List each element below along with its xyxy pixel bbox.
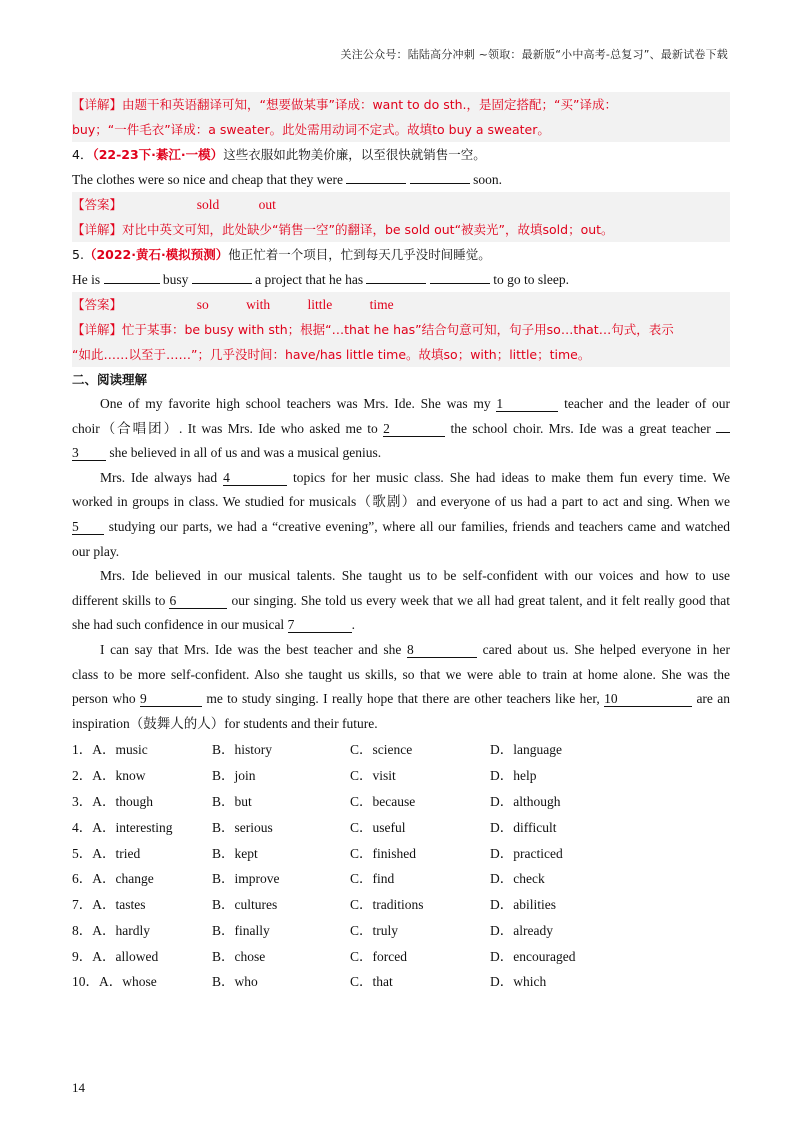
option-row [72, 944, 730, 970]
option-b: B．serious [212, 819, 273, 835]
option-b: B．but [212, 793, 252, 809]
q4-number: 4． [72, 147, 93, 162]
q4-blank-1 [346, 168, 406, 184]
option-c: C．visit [350, 768, 396, 784]
option-a: 1．A．music [72, 742, 148, 758]
q4-answer [72, 192, 730, 217]
option-b: B．join [212, 768, 256, 784]
option-c: C．forced [350, 948, 407, 964]
reading-passage [72, 392, 730, 736]
option-d: D．which [490, 974, 547, 990]
option-row [72, 841, 730, 867]
option-row [72, 815, 730, 841]
q5-blank-4 [430, 268, 490, 284]
passage-line [72, 638, 730, 663]
blank-3: 3 [72, 445, 106, 461]
passage-text: our singing. She told us every week that we all had great talent, and it felt really good that [231, 592, 730, 608]
option-b: B．history [212, 742, 273, 758]
option-d: D．abilities [490, 897, 556, 913]
blank-6: 6 [169, 593, 227, 609]
option-d: D．help [490, 768, 537, 784]
option-row [72, 969, 730, 995]
blank-10: 10 [604, 691, 692, 707]
passage-line [72, 712, 730, 737]
blank-8: 8 [407, 642, 477, 658]
passage-text: she had such confidence in our musical [72, 617, 285, 633]
page-header: 关注公众号：陆陆高分冲刺 ~领取：最新版“小中高考-总复习”、最新试卷下载 [340, 48, 728, 61]
option-b: B．improve [212, 871, 280, 887]
passage-text: our play. [72, 543, 120, 559]
q5-english-4: to go to sleep. [493, 272, 569, 287]
passage-text: I can say that Mrs. Ide was the best teacher and she [100, 641, 402, 657]
q5-answer-label: 【答案】 [72, 297, 123, 312]
passage-line [72, 490, 730, 515]
option-row [72, 789, 730, 815]
option-c: C．that [350, 974, 393, 990]
passage-text: Mrs. Ide always had [100, 469, 218, 485]
option-d: D．encouraged [490, 948, 576, 964]
blank-1: 1 [496, 396, 558, 412]
option-a: 8．A．hardly [72, 922, 150, 938]
q5-blank-2 [192, 268, 252, 284]
passage-text: the school choir. Mrs. Ide was a great teacher [450, 420, 711, 436]
option-b: B．who [212, 974, 258, 990]
passage-text: inspiration（鼓舞人的人）for students and their future. [72, 715, 378, 731]
q4-english [72, 167, 730, 192]
option-a: 9．A．allowed [72, 948, 159, 964]
passage-text: . [351, 617, 355, 633]
q5-source: （2022·黄石·模拟预测） [83, 247, 229, 262]
passage-line [72, 441, 730, 466]
q4-explanation: 【详解】对比中英文可知，此处缺少“销售一空”的翻译，be sold out“被卖光”，故填sold；out。 [72, 217, 730, 242]
option-d: D．difficult [490, 819, 557, 835]
blank-9: 9 [140, 691, 202, 707]
q5-english-3: a project that he has [255, 272, 364, 287]
q5-english-1: He is [72, 272, 101, 287]
q4-question [72, 142, 730, 167]
option-d: D．practiced [490, 845, 563, 861]
passage-text: cared about us. She helped everyone in her [482, 641, 730, 657]
option-d: D．check [490, 871, 545, 887]
q5-answer-2: with [246, 297, 271, 312]
blank-3-start [716, 417, 730, 433]
q5-english-2: busy [162, 272, 189, 287]
passage-line [72, 392, 730, 417]
passage-line [72, 515, 730, 540]
q5-answer [72, 292, 730, 317]
q4-english-after: soon. [473, 172, 503, 187]
option-b: B．cultures [212, 897, 278, 913]
option-a: 3．A．though [72, 793, 153, 809]
passage-line [72, 663, 730, 688]
q5-chinese: 他正忙着一个项目，忙到每天几乎没时间睡觉。 [228, 247, 491, 262]
q4-blank-2 [410, 168, 470, 184]
option-a: 10．A．whose [72, 974, 157, 990]
option-a: 6．A．change [72, 871, 154, 887]
q5-answer-4: time [369, 297, 394, 312]
option-a: 4．A．interesting [72, 819, 173, 835]
passage-text: choir（合唱团）. It was Mrs. Ide who asked me to [72, 420, 378, 436]
q5-explanation-line1: 【详解】忙于某事：be busy with sth；根据“…that he has”结合句意可知，句子用so…that…句式，表示 [72, 317, 730, 342]
passage-line [72, 564, 730, 589]
options-list [72, 737, 730, 995]
q5-number: 5. [72, 247, 84, 262]
q5-question [72, 242, 730, 267]
option-row [72, 892, 730, 918]
passage-text: worked in groups in class. We studied for musicals（歌剧）and everyone of us had a part to act and sing. When we [72, 494, 730, 510]
passage-line [72, 589, 730, 614]
option-a: 7．A．tastes [72, 897, 146, 913]
passage-line [72, 687, 730, 712]
blank-4: 4 [223, 470, 287, 486]
q5-blank-3 [366, 268, 426, 284]
option-row [72, 763, 730, 789]
passage-text: topics for her music class. She had ideas to make them fun every time. We [293, 469, 731, 485]
passage-text: studying our parts, we had a “creative evening”, where all our families, friends and teachers came and watched [108, 518, 730, 534]
option-b: B．chose [212, 948, 266, 964]
section-title: 二、阅读理解 [72, 372, 148, 387]
q4-answer-1: sold [196, 197, 220, 212]
option-c: C．finished [350, 845, 416, 861]
page-content [72, 92, 730, 995]
blank-2: 2 [383, 421, 445, 437]
option-c: C．traditions [350, 897, 424, 913]
option-c: C．useful [350, 819, 406, 835]
option-a: 5．A．tried [72, 845, 141, 861]
option-c: C．because [350, 793, 416, 809]
q4-english-before: The clothes were so nice and cheap that they were [72, 172, 344, 187]
q4-answer-label: 【答案】 [72, 197, 123, 212]
q5-answer-1: so [196, 297, 209, 312]
passage-line [72, 466, 730, 491]
option-row [72, 737, 730, 763]
q5-answer-3: little [307, 297, 333, 312]
option-a: 2．A．know [72, 768, 146, 784]
passage-line [72, 540, 730, 565]
option-d: D．already [490, 922, 553, 938]
q3-explanation-line2: buy；“一件毛衣”译成：a sweater。此处需用动词不定式。故填to buy a sweater。 [72, 117, 730, 142]
q5-english [72, 267, 730, 292]
passage-text: are an [696, 691, 731, 707]
option-b: B．kept [212, 845, 258, 861]
q4-answer-2: out [258, 197, 276, 212]
option-d: D．although [490, 793, 561, 809]
option-c: C．truly [350, 922, 399, 938]
passage-text: One of my favorite high school teachers was Mrs. Ide. She was my [100, 396, 491, 411]
passage-text: person who [72, 691, 136, 707]
q4-chinese: 这些衣服如此物美价廉，以至很快就销售一空。 [223, 147, 486, 162]
blank-5: 5 [72, 519, 104, 535]
q5-explanation-line2: “如此……以至于……”；几乎没时间：have/has little time。故填so；with；little；time。 [72, 342, 730, 367]
passage-text: class to be more self-confident. Also she taught us skills, so that we were able to train at home alone. She was the [72, 666, 730, 682]
option-row [72, 866, 730, 892]
passage-text: she believed in all of us and was a musical genius. [109, 445, 382, 461]
option-row [72, 918, 730, 944]
page-number: 14 [72, 1080, 85, 1095]
q4-source: （22-23下·綦江·一模） [92, 147, 224, 162]
option-c: C．science [350, 742, 413, 758]
option-c: C．find [350, 871, 395, 887]
option-d: D．language [490, 742, 562, 758]
passage-line [72, 613, 730, 638]
option-b: B．finally [212, 922, 270, 938]
passage-text: teacher and the leader of our [564, 396, 730, 411]
blank-7: 7 [288, 617, 352, 633]
q3-explanation-line1: 【详解】由题干和英语翻译可知，“想要做某事”译成：want to do sth.，是固定搭配；“买”译成： [72, 92, 730, 117]
passage-text: Mrs. Ide believed in our musical talents. She taught us to be self-confident with our voices and how to use [100, 568, 730, 584]
q5-blank-1 [104, 268, 160, 284]
passage-line [72, 417, 730, 442]
passage-text: me to study singing. I really hope that there are other teachers like her, [206, 691, 600, 707]
passage-text: different skills to [72, 592, 166, 608]
